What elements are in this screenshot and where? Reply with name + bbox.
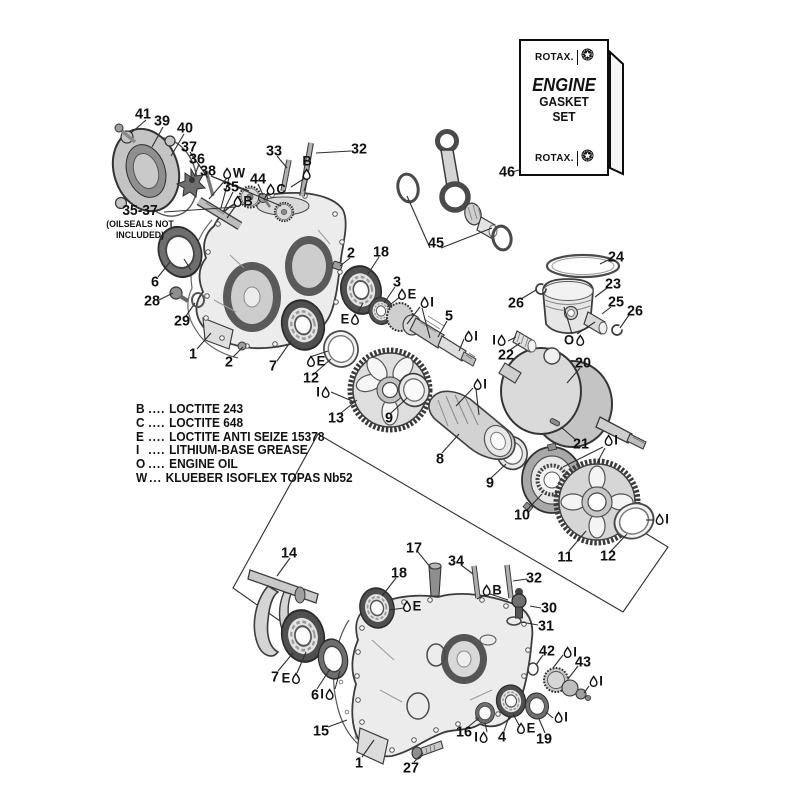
part-label-30: 30 (540, 599, 558, 617)
lube-letter: I (665, 511, 669, 527)
droplet-icon (351, 313, 360, 325)
legend-dots: .... (148, 429, 166, 444)
lube-letter: I (492, 332, 496, 348)
lube-letter: I (564, 709, 568, 725)
oilseal-note-text2: INCLUDED) (115, 230, 165, 241)
droplet-icon (575, 334, 584, 346)
piston-pin-25 (584, 312, 607, 334)
rod-small-end (438, 132, 457, 151)
lube-mark-I (316, 385, 330, 400)
droplet-icon (223, 167, 232, 179)
part-label-21: 21 (572, 435, 590, 453)
droplet-icon (479, 731, 488, 743)
legend-dots: .... (148, 402, 166, 416)
part-label-32: 32 (350, 140, 368, 158)
part-label-42: 42 (538, 642, 556, 660)
part-label-1: 1 (354, 754, 364, 772)
gear-assembly-43 (544, 668, 591, 701)
lube-mark-I (604, 433, 618, 448)
part-label-17: 17 (405, 539, 423, 557)
plug-2-upper-left (238, 342, 246, 350)
legend-item-C (136, 417, 353, 431)
part-label-34: 34 (447, 552, 465, 570)
part-label-13: 13 (327, 409, 345, 427)
part-label-18: 18 (390, 564, 408, 582)
legend-code: B (136, 402, 145, 416)
rod-big-end (442, 184, 468, 210)
part-label-44: 44 (249, 170, 267, 188)
lube-letter: I (320, 686, 324, 702)
legend-code: I (136, 443, 140, 458)
lube-mark-I (492, 333, 506, 348)
part-label-26: 26 (507, 294, 525, 312)
part-label-28: 28 (143, 292, 161, 310)
rotax-emblem-icon (581, 48, 594, 66)
lube-mark-I (420, 295, 434, 310)
lube-letter: I (573, 644, 577, 660)
oil-seal-19 (523, 691, 550, 721)
stud-34 (474, 566, 478, 598)
part-label-2: 2 (346, 244, 356, 262)
lube-letter: I (474, 729, 478, 745)
lube-letter: I (599, 673, 603, 689)
droplet-icon (233, 195, 242, 207)
divider (577, 151, 578, 166)
droplet-icon (473, 378, 482, 390)
gasket-box-title (521, 75, 607, 125)
thrust-washer-2 (491, 224, 514, 251)
part-label-26: 26 (626, 302, 644, 320)
part-label-3: 3 (392, 273, 402, 291)
lube-mark-I (655, 512, 669, 527)
shim-ring-12-upper (320, 327, 362, 371)
droplet-icon (266, 183, 275, 195)
gasket-box-title-line1: ENGINE (532, 75, 596, 95)
lube-mark-B (302, 154, 312, 181)
droplet-icon (397, 288, 406, 300)
droplet-icon (402, 600, 411, 612)
part-label-32: 32 (525, 569, 543, 587)
oilseal-note-text1: (OILSEALS NOT (106, 219, 174, 230)
part-label-9: 9 (485, 474, 495, 492)
part-label-33: 33 (265, 142, 283, 160)
lube-mark-I (474, 730, 488, 745)
part-label-12: 12 (599, 547, 617, 565)
lube-mark-I (464, 329, 478, 344)
lube-mark-I (473, 377, 487, 392)
droplet-icon (589, 675, 598, 687)
part-label-5: 5 (444, 307, 454, 325)
lube-mark-B (482, 583, 502, 598)
part-label-45: 45 (427, 234, 445, 252)
legend-dots: .... (148, 415, 166, 430)
droplet-icon (516, 722, 525, 734)
oilseal-note-range: 35-37 (122, 203, 158, 219)
gasket-box-header (521, 48, 607, 66)
rotax-wordmark-bottom: ROTAX. (534, 152, 574, 164)
lube-mark-E (306, 354, 325, 369)
legend-code: C (136, 415, 145, 430)
plug-28 (170, 287, 188, 301)
lube-letter: B (243, 193, 253, 209)
lube-mark-O (564, 333, 585, 348)
oilseal-note (98, 203, 182, 241)
part-label-12: 12 (302, 369, 320, 387)
part-label-18: 18 (372, 243, 390, 261)
stud-32-lower (507, 565, 511, 598)
pin-bearing-22 (513, 331, 536, 352)
gasket-box-footer (521, 149, 607, 167)
legend-name: LOCTITE ANTI SEIZE 15378 (169, 429, 325, 444)
lube-letter: C (276, 181, 286, 197)
part-label-23: 23 (604, 275, 622, 293)
seal-16 (476, 703, 495, 724)
gasket-box-title-line3: SET (552, 110, 576, 124)
part-label-14: 14 (280, 544, 298, 562)
gasket-box-title-line2: GASKET (539, 95, 589, 109)
legend-code: O (136, 457, 146, 472)
rotax-emblem-icon (581, 149, 594, 167)
part-label-6: 6 (310, 686, 320, 704)
part-label-43: 43 (574, 653, 592, 671)
legend-code: E (136, 429, 144, 444)
droplet-icon (325, 688, 334, 700)
droplet-icon (497, 334, 506, 346)
part-label-19: 19 (535, 730, 553, 748)
part-label-29: 29 (173, 312, 191, 330)
lube-mark-E (340, 312, 359, 327)
lube-mark-E (402, 599, 421, 614)
part-label-25: 25 (607, 293, 625, 311)
lube-letter: E (526, 720, 536, 736)
lube-letter: E (316, 353, 326, 369)
droplet-icon (306, 355, 315, 367)
legend-name: KLUEBER ISOFLEX TOPAS Nb52 (165, 470, 353, 485)
droplet-icon (563, 646, 572, 658)
lube-letter: E (281, 670, 291, 686)
part-label-22: 22 (497, 346, 515, 364)
lube-letter: I (430, 294, 434, 310)
legend-name: LOCTITE 648 (169, 415, 244, 430)
droplet-icon (321, 386, 330, 398)
lube-letter: W (232, 165, 246, 181)
legend-item-E (136, 431, 353, 445)
legend-dots: .... (148, 457, 166, 472)
lube-letter: I (474, 328, 478, 344)
gasket-set-box (519, 39, 609, 176)
part-label-15: 15 (312, 722, 330, 740)
part-label-35: 35 (222, 178, 240, 196)
part-label-39: 39 (153, 112, 171, 130)
part-label-6: 6 (150, 273, 160, 291)
lube-mark-E (281, 671, 300, 686)
legend-item-B (136, 403, 353, 417)
crankshaft-20 (499, 348, 646, 449)
droplet-icon (420, 296, 429, 308)
part-label-27: 27 (402, 759, 420, 777)
part-label-24: 24 (607, 248, 625, 266)
gear-38b (275, 203, 293, 221)
lube-mark-E (397, 287, 416, 302)
lube-mark-C (266, 182, 286, 197)
part-label-38: 38 (199, 162, 217, 180)
connecting-rod-kit-45 (395, 132, 516, 252)
lube-letter: O (563, 332, 575, 348)
lube-letter: E (407, 286, 417, 302)
part-label-2: 2 (224, 353, 234, 371)
legend-item-I (136, 444, 353, 458)
legend-name: LITHIUM-BASE GREASE (169, 443, 308, 458)
legend-item-O (136, 458, 353, 472)
lube-letter: B (302, 153, 312, 169)
droplet-icon (464, 330, 473, 342)
lube-mark-B (233, 194, 253, 209)
legend-name: ENGINE OIL (169, 457, 238, 472)
part-label-36: 36 (188, 150, 206, 168)
lube-letter: B (492, 582, 502, 598)
part-label-40: 40 (176, 119, 194, 137)
legend-item-W (136, 472, 353, 486)
lube-mark-I (589, 674, 603, 689)
legend-dots: .... (148, 443, 166, 458)
part-label-31: 31 (537, 617, 555, 635)
part-label-4: 4 (497, 728, 507, 746)
lube-letter: I (483, 376, 487, 392)
droplet-icon (482, 584, 491, 596)
lube-letter: E (412, 598, 422, 614)
legend-code: W (136, 470, 148, 485)
part-label-41: 41 (134, 105, 152, 123)
lube-mark-I (563, 645, 577, 660)
rotax-wordmark: ROTAX. (534, 51, 574, 63)
legend-name: LOCTITE 243 (169, 402, 244, 416)
droplet-icon (303, 169, 312, 181)
droplet-icon (655, 513, 664, 525)
droplet-icon (604, 434, 613, 446)
lube-letter: I (316, 384, 320, 400)
lube-mark-W (223, 166, 246, 181)
part-label-46: 46 (498, 163, 516, 181)
droplet-icon (554, 711, 563, 723)
part-label-16: 16 (455, 723, 473, 741)
lube-letter: I (614, 432, 618, 448)
part-label-8: 8 (435, 450, 445, 468)
lube-mark-I (320, 687, 334, 702)
part-label-1: 1 (188, 345, 198, 363)
divider (577, 50, 578, 65)
part-label-7: 7 (268, 357, 278, 375)
part-label-11: 11 (557, 548, 573, 566)
part-label-20: 20 (574, 354, 592, 372)
part-label-9: 9 (384, 409, 394, 427)
lube-mark-E (516, 721, 535, 736)
legend-dots: ... (149, 470, 162, 485)
lube-mark-I (554, 710, 568, 725)
droplet-icon (292, 672, 301, 684)
lube-letter: E (340, 311, 350, 327)
part-label-37: 37 (180, 138, 198, 156)
part-label-10: 10 (513, 506, 531, 524)
part-label-7: 7 (270, 668, 280, 686)
gasket-box-fold (610, 52, 623, 174)
